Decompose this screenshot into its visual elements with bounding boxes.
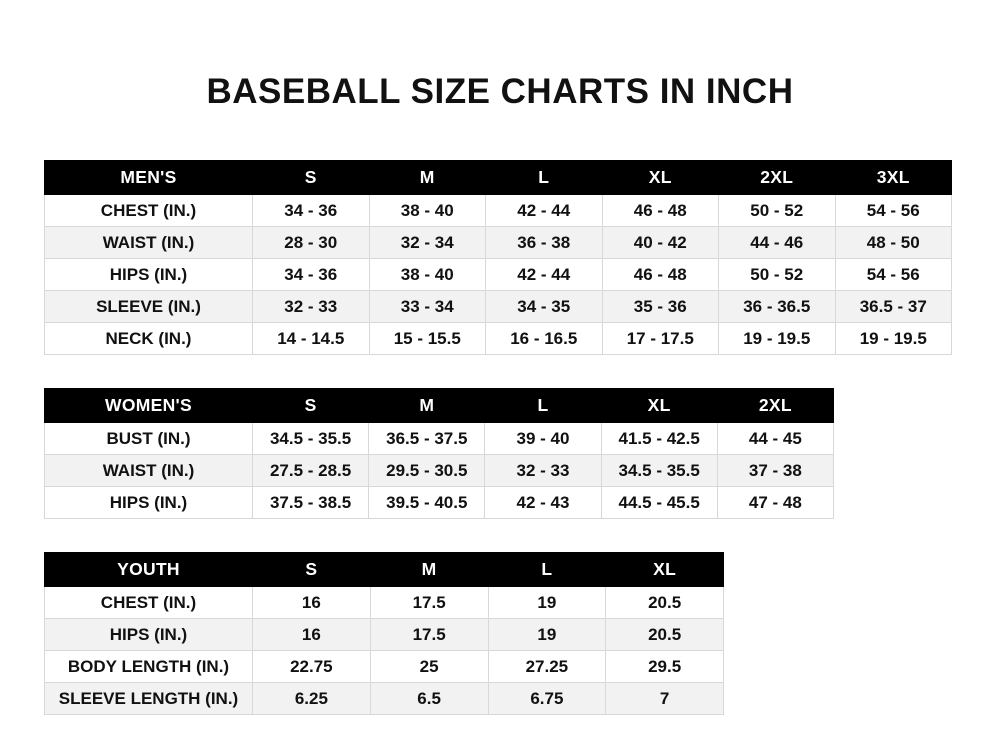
- table-row: [45, 651, 724, 683]
- row-header: WAIST (IN.): [45, 227, 253, 259]
- table-cell: 42 - 44: [486, 195, 603, 227]
- table-cell: 22.75: [253, 651, 371, 683]
- column-header: S: [253, 161, 370, 195]
- youth-size-table: [44, 552, 724, 715]
- table-cell: 16: [253, 619, 371, 651]
- row-header: SLEEVE (IN.): [45, 291, 253, 323]
- row-header: CHEST (IN.): [45, 587, 253, 619]
- table-cell: 29.5 - 30.5: [369, 455, 485, 487]
- table-cell: 36.5 - 37: [835, 291, 952, 323]
- row-header: HIPS (IN.): [45, 259, 253, 291]
- column-header: M: [370, 553, 488, 587]
- table-cell: 25: [370, 651, 488, 683]
- table-cell: 44 - 45: [717, 423, 833, 455]
- row-header: NECK (IN.): [45, 323, 253, 355]
- table-cell: 32 - 33: [485, 455, 601, 487]
- table-cell: 33 - 34: [369, 291, 486, 323]
- table-cell: 17.5: [370, 619, 488, 651]
- table-cell: 17.5: [370, 587, 488, 619]
- table-row: [45, 291, 952, 323]
- table-row: [45, 227, 952, 259]
- column-header: 2XL: [719, 161, 836, 195]
- table-row: [45, 455, 834, 487]
- row-header: WAIST (IN.): [45, 455, 253, 487]
- mens-size-table: [44, 160, 952, 355]
- table-cell: 17 - 17.5: [602, 323, 719, 355]
- table-cell: 34.5 - 35.5: [601, 455, 717, 487]
- column-header: S: [253, 553, 371, 587]
- table-row: [45, 619, 724, 651]
- table-cell: 34.5 - 35.5: [253, 423, 369, 455]
- column-header: YOUTH: [45, 553, 253, 587]
- table-cell: 19: [488, 619, 606, 651]
- table-cell: 14 - 14.5: [253, 323, 370, 355]
- column-header: XL: [602, 161, 719, 195]
- column-header: L: [488, 553, 606, 587]
- table-row: [45, 683, 724, 715]
- table-header-row: [45, 553, 724, 587]
- table-cell: 20.5: [606, 619, 724, 651]
- table-cell: 6.25: [253, 683, 371, 715]
- table-cell: 19 - 19.5: [719, 323, 836, 355]
- table-cell: 44.5 - 45.5: [601, 487, 717, 519]
- table-cell: 46 - 48: [602, 195, 719, 227]
- table-cell: 32 - 34: [369, 227, 486, 259]
- size-tables-container: [0, 160, 1000, 715]
- table-cell: 42 - 43: [485, 487, 601, 519]
- row-header: BODY LENGTH (IN.): [45, 651, 253, 683]
- table-cell: 50 - 52: [719, 195, 836, 227]
- table-cell: 34 - 35: [486, 291, 603, 323]
- table-cell: 36 - 36.5: [719, 291, 836, 323]
- table-cell: 27.25: [488, 651, 606, 683]
- table-cell: 42 - 44: [486, 259, 603, 291]
- column-header: S: [253, 389, 369, 423]
- row-header: HIPS (IN.): [45, 487, 253, 519]
- column-header: XL: [606, 553, 724, 587]
- table-cell: 38 - 40: [369, 195, 486, 227]
- column-header: 2XL: [717, 389, 833, 423]
- table-cell: 46 - 48: [602, 259, 719, 291]
- table-row: [45, 323, 952, 355]
- table-cell: 29.5: [606, 651, 724, 683]
- row-header: BUST (IN.): [45, 423, 253, 455]
- womens-size-table: [44, 388, 834, 519]
- column-header: MEN'S: [45, 161, 253, 195]
- row-header: HIPS (IN.): [45, 619, 253, 651]
- column-header: L: [486, 161, 603, 195]
- table-cell: 48 - 50: [835, 227, 952, 259]
- table-cell: 16 - 16.5: [486, 323, 603, 355]
- table-cell: 47 - 48: [717, 487, 833, 519]
- column-header: L: [485, 389, 601, 423]
- row-header: SLEEVE LENGTH (IN.): [45, 683, 253, 715]
- table-cell: 50 - 52: [719, 259, 836, 291]
- table-cell: 54 - 56: [835, 259, 952, 291]
- table-cell: 38 - 40: [369, 259, 486, 291]
- row-header: CHEST (IN.): [45, 195, 253, 227]
- table-cell: 16: [253, 587, 371, 619]
- table-cell: 37 - 38: [717, 455, 833, 487]
- page-title: BASEBALL SIZE CHARTS IN INCH: [206, 72, 794, 111]
- table-cell: 44 - 46: [719, 227, 836, 259]
- table-cell: 32 - 33: [253, 291, 370, 323]
- table-cell: 36.5 - 37.5: [369, 423, 485, 455]
- column-header: M: [369, 161, 486, 195]
- table-cell: 41.5 - 42.5: [601, 423, 717, 455]
- table-row: [45, 259, 952, 291]
- table-row: [45, 487, 834, 519]
- column-header: 3XL: [835, 161, 952, 195]
- table-header-row: [45, 161, 952, 195]
- table-cell: 15 - 15.5: [369, 323, 486, 355]
- table-cell: 54 - 56: [835, 195, 952, 227]
- column-header: M: [369, 389, 485, 423]
- table-cell: 35 - 36: [602, 291, 719, 323]
- table-cell: 27.5 - 28.5: [253, 455, 369, 487]
- table-row: [45, 587, 724, 619]
- table-cell: 37.5 - 38.5: [253, 487, 369, 519]
- table-cell: 19 - 19.5: [835, 323, 952, 355]
- table-cell: 40 - 42: [602, 227, 719, 259]
- table-header-row: [45, 389, 834, 423]
- table-cell: 7: [606, 683, 724, 715]
- table-cell: 36 - 38: [486, 227, 603, 259]
- table-cell: 6.5: [370, 683, 488, 715]
- table-cell: 34 - 36: [253, 195, 370, 227]
- table-cell: 39.5 - 40.5: [369, 487, 485, 519]
- column-header: XL: [601, 389, 717, 423]
- table-cell: 20.5: [606, 587, 724, 619]
- table-cell: 39 - 40: [485, 423, 601, 455]
- column-header: WOMEN'S: [45, 389, 253, 423]
- table-cell: 19: [488, 587, 606, 619]
- table-cell: 6.75: [488, 683, 606, 715]
- table-row: [45, 195, 952, 227]
- table-cell: 34 - 36: [253, 259, 370, 291]
- table-row: [45, 423, 834, 455]
- table-cell: 28 - 30: [253, 227, 370, 259]
